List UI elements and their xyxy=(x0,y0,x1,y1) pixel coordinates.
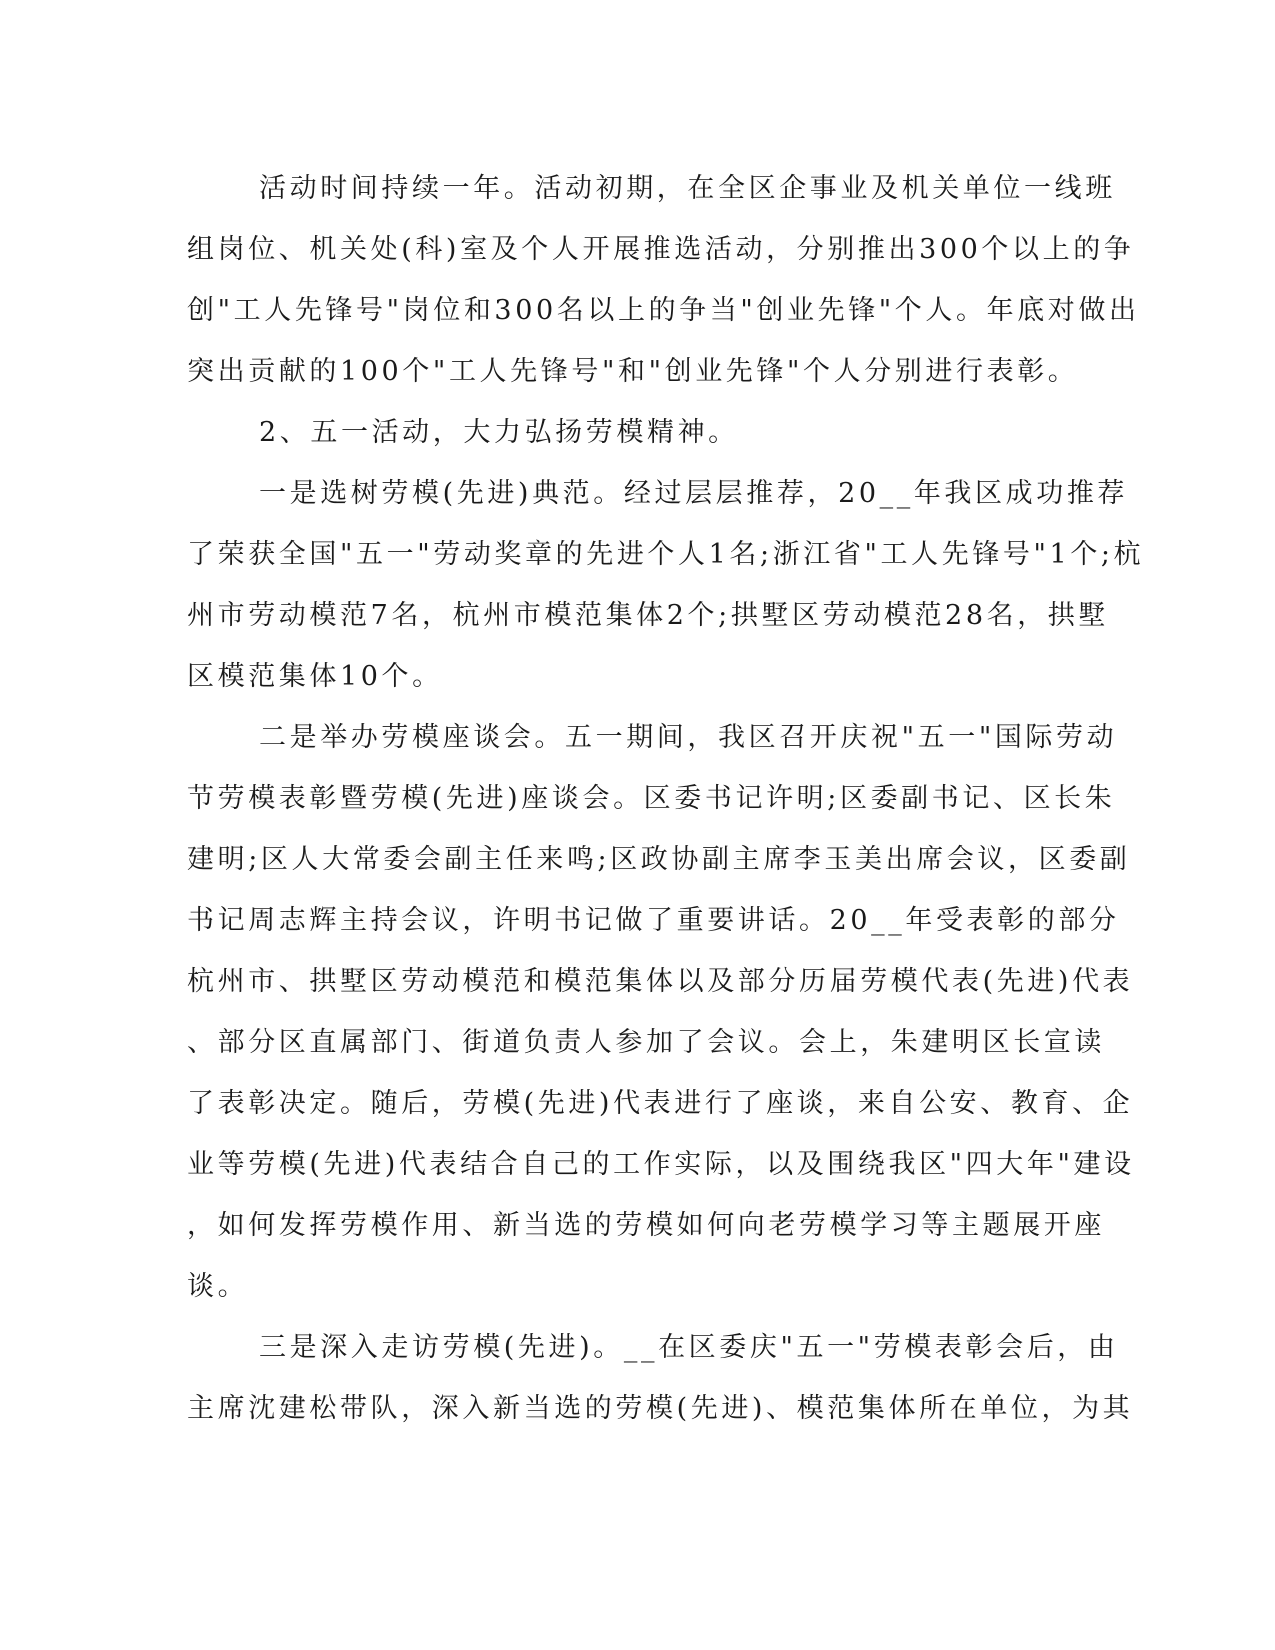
text-line: 节劳模表彰暨劳模(先进)座谈会。区委书记许明;区委副书记、区长朱 xyxy=(187,783,1116,814)
text-line: 杭州市、拱墅区劳动模范和模范集体以及部分历届劳模代表(先进)代表 xyxy=(187,966,1134,997)
paragraph-visits xyxy=(187,1317,1134,1439)
paragraph-symposium xyxy=(187,707,1135,1317)
text-line: 书记周志辉主持会议，许明书记做了重要讲话。20__年受表彰的部分 xyxy=(187,905,1120,936)
text-line: 一是选树劳模(先进)典范。经过层层推荐，20__年我区成功推荐 xyxy=(259,478,1129,509)
text-line: 了荣获全国"五一"劳动奖章的先进个人1名;浙江省"工人先锋号"1个;杭 xyxy=(187,539,1145,570)
paragraph-model-selection xyxy=(187,463,1145,707)
text-line: 组岗位、机关处(科)室及个人开展推选活动，分别推出300个以上的争 xyxy=(187,234,1135,265)
document-body xyxy=(187,158,1145,1439)
text-line: 创"工人先锋号"岗位和300名以上的争当"创业先锋"个人。年底对做出 xyxy=(187,295,1140,326)
text-line: 活动时间持续一年。活动初期，在全区企事业及机关单位一线班 xyxy=(259,173,1116,204)
paragraph-activity-duration xyxy=(187,158,1140,402)
section-heading-may-day xyxy=(187,402,1087,463)
text-line: 二是举办劳模座谈会。五一期间，我区召开庆祝"五一"国际劳动 xyxy=(259,722,1118,753)
text-line: 突出贡献的100个"工人先锋号"和"创业先锋"个人分别进行表彰。 xyxy=(187,356,1079,387)
text-line: ，如何发挥劳模作用、新当选的劳模如何向老劳模学习等主题展开座 xyxy=(187,1210,1105,1241)
text-line: 业等劳模(先进)代表结合自己的工作实际，以及围绕我区"四大年"建设 xyxy=(187,1149,1135,1180)
text-line: 、部分区直属部门、街道负责人参加了会议。会上，朱建明区长宣读 xyxy=(187,1027,1105,1058)
text-line: 区模范集体10个。 xyxy=(187,661,443,692)
text-line: 建明;区人大常委会副主任来鸣;区政协副主席李玉美出席会议，区委副 xyxy=(187,844,1131,875)
text-line: 了表彰决定。随后，劳模(先进)代表进行了座谈，来自公安、教育、企 xyxy=(187,1088,1134,1119)
text-line: 2、五一活动，大力弘扬劳模精神。 xyxy=(259,417,739,448)
text-line: 州市劳动模范7名，杭州市模范集体2个;拱墅区劳动模范28名，拱墅 xyxy=(187,600,1110,631)
text-line: 三是深入走访劳模(先进)。__在区委庆"五一"劳模表彰会后，由 xyxy=(259,1332,1119,1363)
text-line: 主席沈建松带队，深入新当选的劳模(先进)、模范集体所在单位，为其 xyxy=(187,1393,1134,1424)
text-line: 谈。 xyxy=(187,1271,249,1302)
